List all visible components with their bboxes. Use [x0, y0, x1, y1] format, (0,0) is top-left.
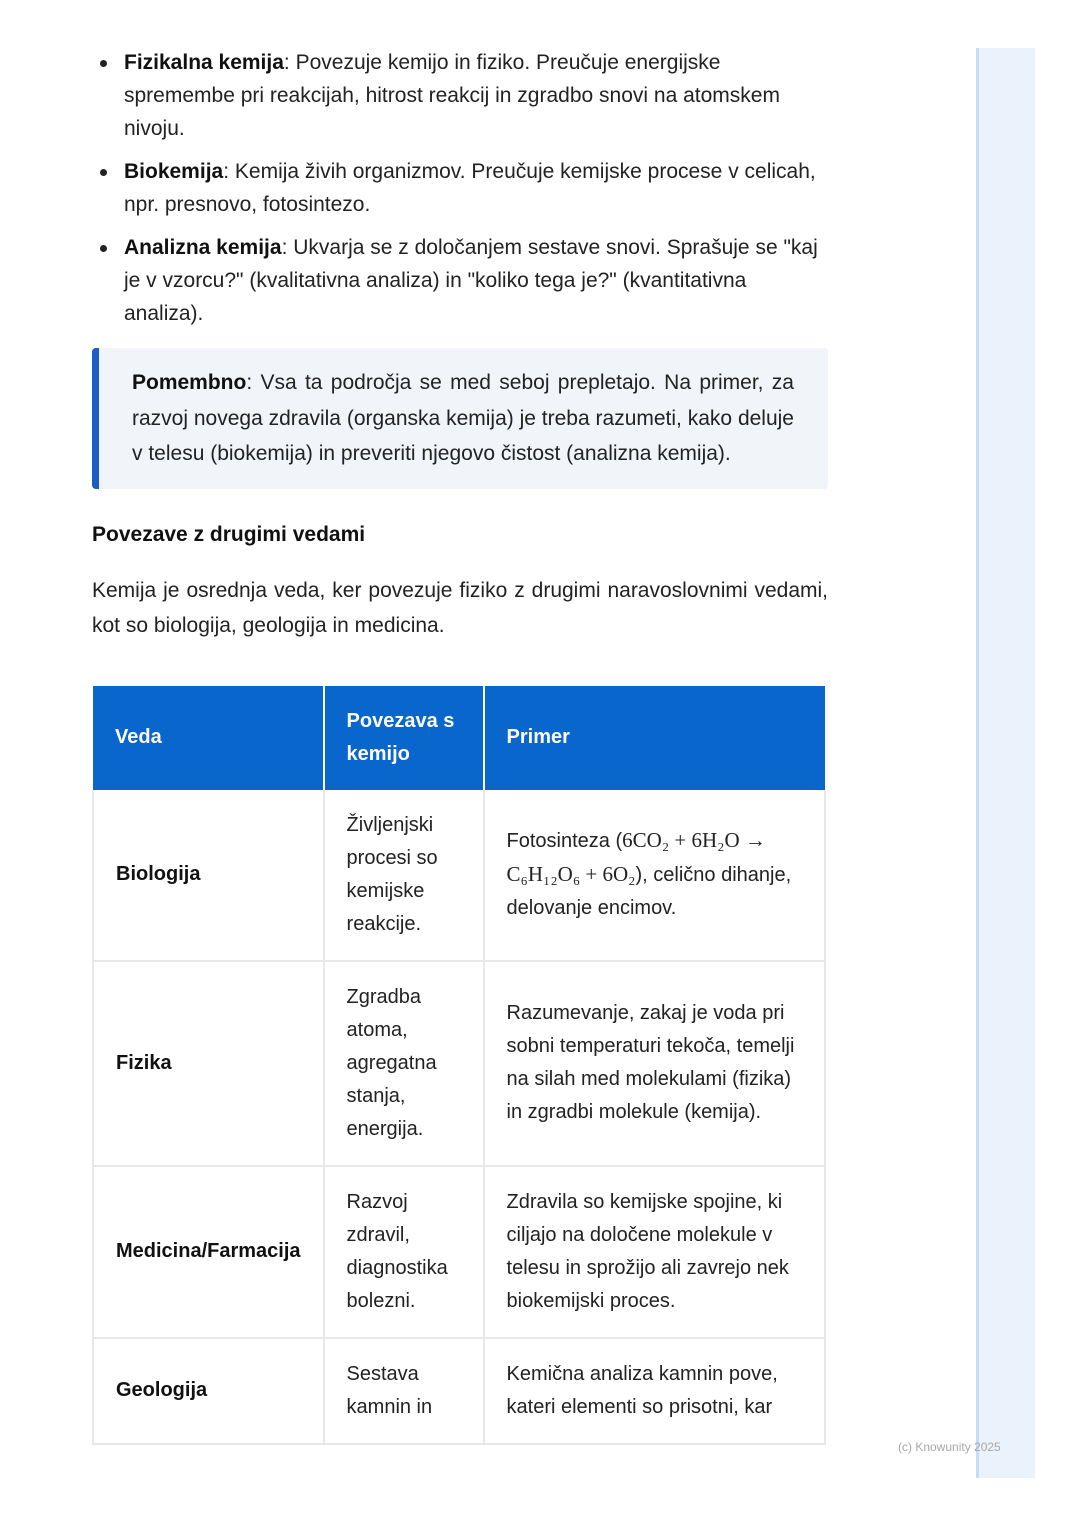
cell-connection: Zgradba atoma, agregatna stanja, energija.	[324, 961, 484, 1166]
connections-table	[92, 686, 826, 1445]
list-item	[92, 155, 828, 221]
cell-field: Fizika	[93, 961, 324, 1166]
subfield-list	[92, 46, 828, 330]
callout-term: Pomembno	[132, 371, 247, 394]
table-row	[93, 961, 825, 1166]
cell-field: Medicina/Farmacija	[93, 1166, 324, 1338]
bullet-text: : Ukvarja se z določanjem sestave snovi. Sprašuje se "kaj je v vzorcu?" (kvalitativna analiza) in "koliko tega je?" (kvantitativna analiza).	[124, 236, 818, 325]
table-row	[93, 1338, 825, 1444]
callout-accent-bar	[92, 348, 99, 489]
cell-connection: Sestava kamnin in	[324, 1338, 484, 1444]
cell-field: Geologija	[93, 1338, 324, 1444]
example-suffix: ), celično dihanje, delovanje encimov.	[506, 864, 792, 919]
bullet-icon	[100, 60, 107, 67]
important-callout	[92, 348, 828, 489]
cell-example: Razumevanje, zakaj je voda pri sobni temperaturi tekoča, temelji na silah med molekulami (fizika) in zgradbi molekule (kemija).	[484, 961, 825, 1166]
callout-text: : Vsa ta področja se med seboj prepletajo. Na primer, za razvoj novega zdravila (organska kemija) je treba razumeti, kako deluje v telesu (biokemija) in preveriti njegovo čistost (analizna kemija).	[132, 371, 794, 465]
cell-example	[484, 790, 825, 961]
list-item	[92, 231, 828, 330]
side-panel	[976, 48, 1035, 1478]
cell-example: Zdravila so kemijske spojine, ki ciljajo na določene molekule v telesu in sprožijo ali zavrejo nek biokemijski proces.	[484, 1166, 825, 1338]
header-povezava: Povezava s kemijo	[324, 686, 484, 790]
header-veda: Veda	[93, 686, 324, 790]
section-intro: Kemija je osrednja veda, ker povezuje fiziko z drugimi naravoslovnimi vedami, kot so biologija, geologija in medicina.	[92, 578, 828, 637]
page-cutoff	[0, 1478, 1080, 1528]
section-heading: Povezave z drugimi vedami	[92, 522, 366, 546]
cell-example: Kemična analiza kamnin pove, kateri elementi so prisotni, kar	[484, 1338, 825, 1444]
bullet-text: : Kemija živih organizmov. Preučuje kemijske procese v celicah, npr. presnovo, fotosintezo.	[124, 160, 816, 216]
bullet-term: Biokemija	[124, 160, 224, 183]
header-primer: Primer	[484, 686, 825, 790]
cell-connection: Življenjski procesi so kemijske reakcije.	[324, 790, 484, 961]
cell-field: Biologija	[93, 790, 324, 961]
table-header-row	[93, 686, 825, 790]
bullet-term: Fizikalna kemija	[124, 51, 284, 74]
bullet-icon	[100, 169, 107, 176]
copyright-footer: (c) Knowunity 2025	[898, 1440, 1001, 1454]
bullet-icon	[100, 245, 107, 252]
bullet-term: Analizna kemija	[124, 236, 282, 259]
cell-connection: Razvoj zdravil, diagnostika bolezni.	[324, 1166, 484, 1338]
table-row	[93, 1166, 825, 1338]
bullet-text: : Povezuje kemijo in fiziko. Preučuje energijske spremembe pri reakcijah, hitrost reakcij in zgradbo snovi na atomskem nivoju.	[124, 51, 780, 140]
list-item	[92, 46, 828, 145]
table-row	[93, 790, 825, 961]
example-prefix: Fotosinteza (	[506, 830, 623, 852]
photosynthesis-formula: 6CO₂ + 6H₂O → C₆H₁₂O₆ + 6O₂	[506, 828, 766, 886]
document-content	[92, 46, 828, 1445]
